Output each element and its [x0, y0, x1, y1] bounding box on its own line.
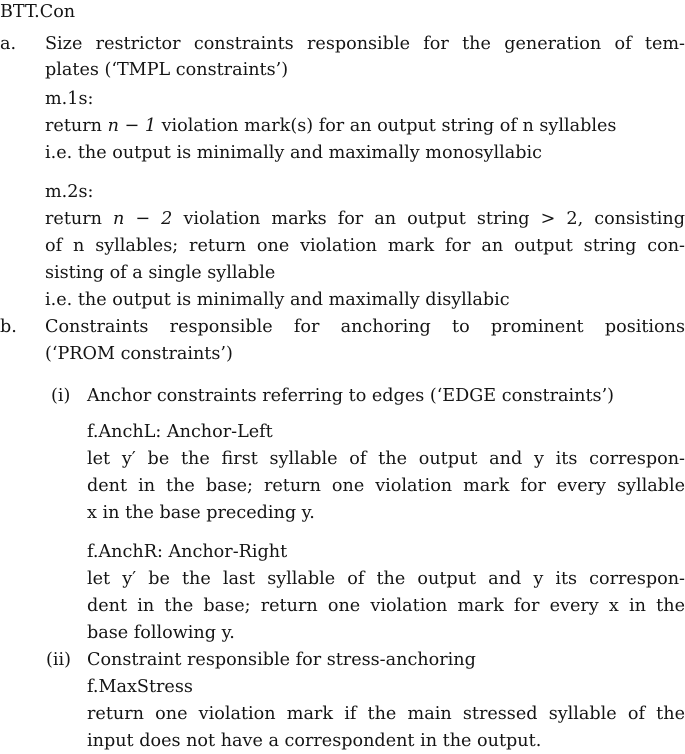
anchl-line2: dent in the base; return one violation mark for every syllable: [87, 476, 685, 496]
m1s-definition-post: violation mark(s) for an output string of n syllables: [156, 116, 617, 136]
m1s-label: m.1s:: [45, 89, 94, 109]
subitem-ii-marker: (ii): [46, 650, 71, 670]
anchl-label: f.AnchL: Anchor-Left: [87, 422, 273, 442]
anchr-line1: let y′ be the last syllable of the output and y its correspon-: [87, 569, 685, 589]
anchr-line2: dent in the base; return one violation mark for every x in the: [87, 596, 685, 616]
anchr-line3: base following y.: [87, 623, 235, 643]
m2s-definition-line2: of n syllables; return one violation mark for an output string con-: [45, 236, 685, 256]
m2s-definition-pre: return: [45, 209, 114, 229]
maxstress-label: f.MaxStress: [87, 677, 193, 697]
m1s-gloss: i.e. the output is minimally and maximally monosyllabic: [45, 143, 542, 163]
anchr-label: f.AnchR: Anchor-Right: [87, 542, 288, 562]
item-a-heading-line1: Size restrictor constraints responsible for the generation of tem-: [45, 34, 685, 54]
m2s-definition-post: violation marks for an output string > 2, consisting: [172, 209, 685, 229]
subitem-i-heading: Anchor constraints referring to edges (‘EDGE constraints’): [87, 386, 615, 406]
item-b-marker: b.: [0, 317, 17, 337]
document-title: BTT.Con: [0, 2, 76, 22]
item-a-marker: a.: [0, 34, 17, 54]
anchl-line1: let y′ be the first syllable of the output and y its correspon-: [87, 449, 685, 469]
subitem-i-marker: (i): [51, 386, 71, 406]
m1s-definition: [45, 114, 616, 138]
m2s-label: m.2s:: [45, 182, 94, 202]
m2s-gloss: i.e. the output is minimally and maximally disyllabic: [45, 290, 510, 310]
maxstress-line1: return one violation mark if the main stressed syllable of the: [87, 704, 685, 724]
m1s-definition-pre: return: [45, 116, 108, 136]
m2s-definition-line1: [45, 207, 685, 231]
m2s-definition-line3: sisting of a single syllable: [45, 263, 276, 283]
item-b-heading-line1: Constraints responsible for anchoring to prominent positions: [45, 317, 685, 337]
item-b-heading-line2: (‘PROM constraints’): [45, 344, 233, 364]
anchl-line3: x in the base preceding y.: [87, 503, 315, 523]
item-a-heading-line2: plates (‘TMPL constraints’): [45, 60, 289, 80]
subitem-ii-heading: Constraint responsible for stress-anchoring: [87, 650, 476, 670]
m2s-math: n − 2: [113, 209, 173, 229]
maxstress-line2: input does not have a correspondent in the output.: [87, 731, 542, 751]
m1s-math: n − 1: [107, 116, 157, 136]
